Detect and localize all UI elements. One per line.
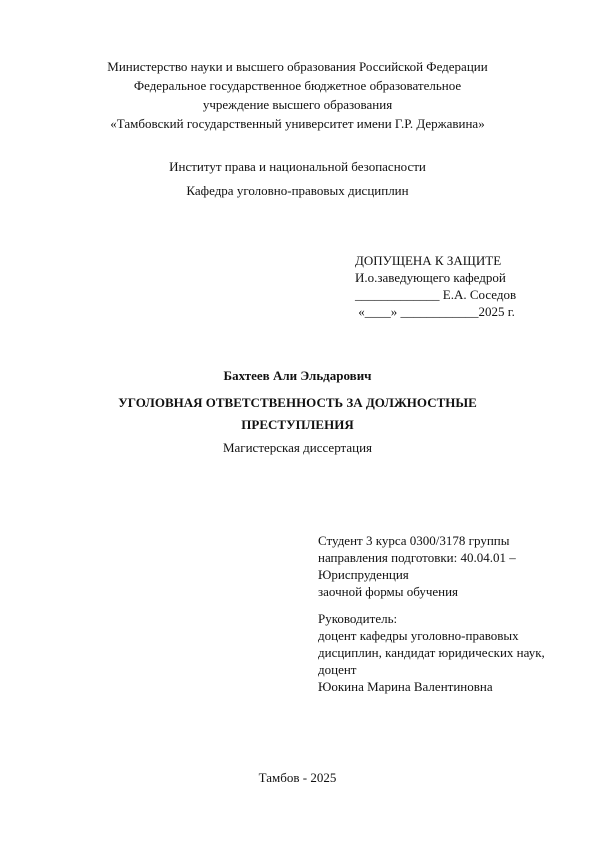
student-line: Юриспруденция <box>318 567 409 582</box>
student-line: направления подготовки: 40.04.01 – <box>318 550 516 565</box>
supervisor-line: Юокина Марина Валентиновна <box>318 679 493 694</box>
student-info-block <box>318 532 545 695</box>
header-line: «Тамбовский государственный университет имени Г.Р. Державина» <box>110 116 485 131</box>
supervisor-line: доцент <box>318 662 357 677</box>
approval-line: И.о.заведующего кафедрой <box>355 270 506 285</box>
approval-line: «____» ____________2025 г. <box>355 304 515 319</box>
department-name: Кафедра уголовно-правовых дисциплин <box>186 183 409 198</box>
approval-line: _____________ Е.А. Соседов <box>355 287 517 302</box>
title-section <box>0 366 595 458</box>
supervisor-line: доцент кафедры уголовно-правовых <box>318 628 519 643</box>
approval-block <box>355 252 516 320</box>
footer-city-year <box>0 768 595 788</box>
author-name: Бахтеев Али Эльдарович <box>223 368 372 383</box>
spacer <box>318 600 545 610</box>
thesis-title-line: УГОЛОВНАЯ ОТВЕТСТВЕННОСТЬ ЗА ДОЛЖНОСТНЫЕ <box>118 395 477 410</box>
approval-line: ДОПУЩЕНА К ЗАЩИТЕ <box>355 253 502 268</box>
supervisor-line: дисциплин, кандидат юридических наук, <box>318 645 545 660</box>
header-line: учреждение высшего образования <box>202 97 393 112</box>
thesis-title <box>0 392 595 436</box>
header-line: Министерство науки и высшего образования Российской Федерации <box>107 59 488 74</box>
work-type: Магистерская диссертация <box>222 440 373 455</box>
supervisor-line: Руководитель: <box>318 611 398 626</box>
thesis-title-line: ПРЕСТУПЛЕНИЯ <box>241 417 354 432</box>
city-year: Тамбов - 2025 <box>258 770 337 785</box>
header-line: Федеральное государственное бюджетное образовательное <box>133 78 462 93</box>
institute-name: Институт права и национальной безопасности <box>169 159 426 174</box>
student-line: Студент 3 курса 0300/3178 группы <box>318 533 510 548</box>
student-line: заочной формы обучения <box>318 584 459 599</box>
ministry-header <box>0 57 595 133</box>
institution-block <box>0 155 595 203</box>
